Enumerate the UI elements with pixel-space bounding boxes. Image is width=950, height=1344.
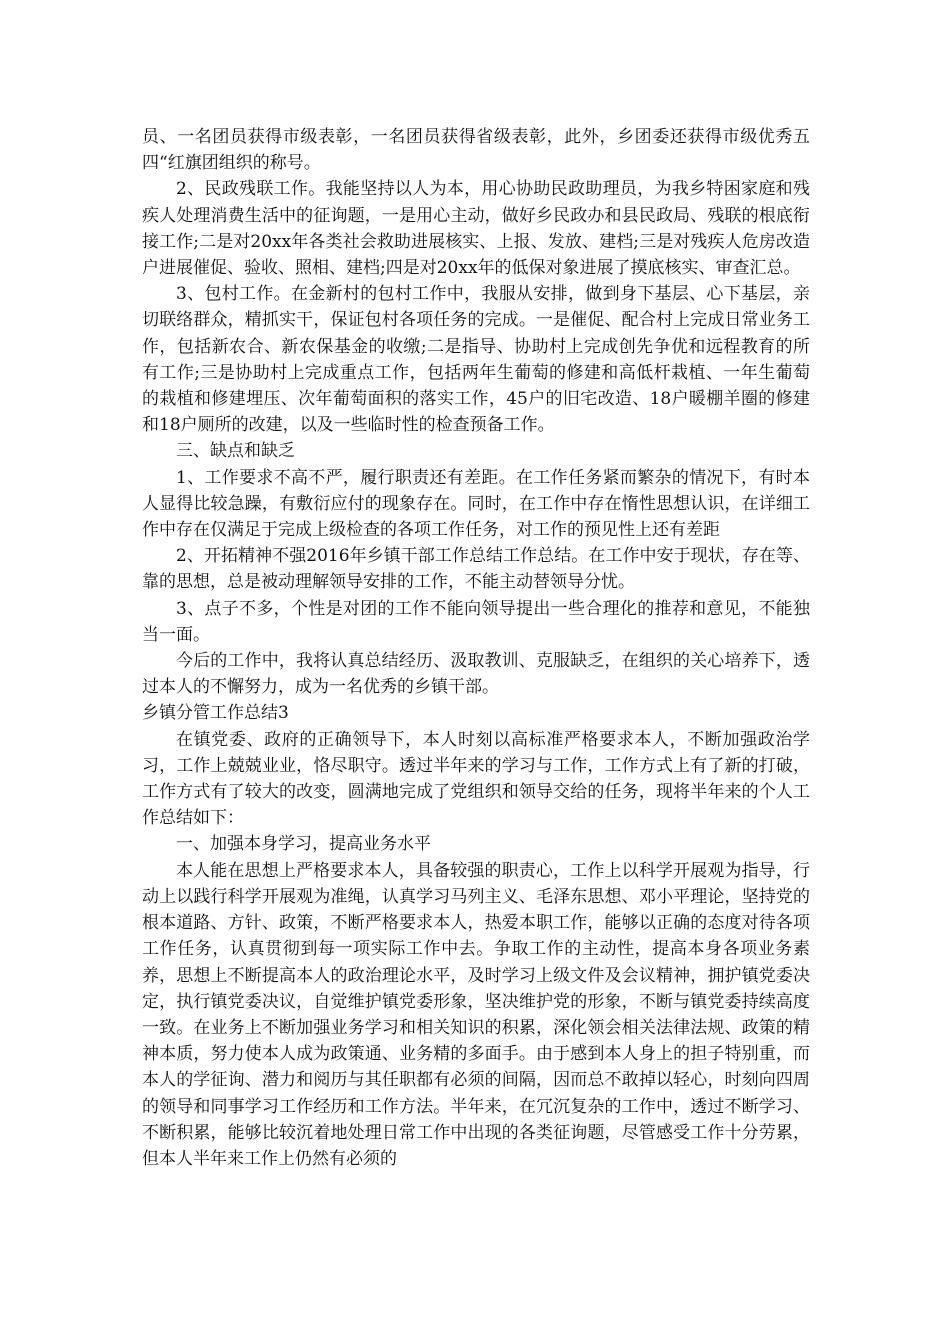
paragraph-3: 3、包村工作。在金新村的包村工作中，我服从安排，做到身下基层、心下基层，亲切联络群众，精抓实干，保证包村各项任务的完成。一是催促、配合村上完成日常业务工作，包括新农合、新农保基金的收缴;二是指导、协助村上完成创先争优和远程教育的所有工作;三是协助村上完成重点工作，包括两年生葡萄的修建和高低杆栽植、一年生葡萄的栽植和修建埋压、次年葡萄面积的落实工作，45户的旧宅改造、18户暖棚羊圈的修建和18户厕所的改建，以及一些临时性的检查预备工作。 (142, 284, 810, 436)
paragraph-1: 员、一名团员获得市级表彰，一名团员获得省级表彰，此外，乡团委还获得市级优秀五四“红旗团组织的称号。 (142, 127, 810, 174)
paragraph-2: 2、民政残联工作。我能坚持以人为本，用心协助民政助理员，为我乡特困家庭和残疾人处理消费生活中的征询题，一是用心主动，做好乡民政办和县民政局、残联的根底衔接工作;二是对20xx年各类社会救助进展核实、上报、发放、建档;三是对残疾人危房改造户进展催促、验收、照相、建档;四是对20xx年的低保对象进展了摸底核实、审查汇总。 (142, 179, 810, 279)
paragraph-4: 1、工作要求不高不严，履行职责还有差距。在工作任务紧而繁杂的情况下，有时本人显得比较急躁，有敷衍应付的现象存在。同时，在工作中存在惰性思想认识，在详细工作中存在仅满足于完成上级检查的各项工作任务，对工作的预见性上还有差距 (142, 467, 810, 541)
paragraph-8: 在镇党委、政府的正确领导下，本人时刻以高标准严格要求本人，不断加强政治学习，工作上兢兢业业，恪尽职守。透过半年来的学习与工作，工作方式上有了新的打破，工作方式有了较大的改变，圆满地完成了党组织和领导交给的任务，现将半年来的个人工作总结如下： (142, 729, 810, 829)
paragraph-7: 今后的工作中，我将认真总结经历、汲取教训、克服缺乏，在组织的关心培养下，透过本人的不懈努力，成为一名优秀的乡镇干部。 (142, 651, 810, 698)
paragraph-5: 2、开拓精神不强2016年乡镇干部工作总结工作总结。在工作中安于现状，存在等、靠的思想，总是被动理解领导安排的工作，不能主动替领导分忧。 (142, 546, 810, 593)
paragraph-9: 本人能在思想上严格要求本人，具备较强的职责心，工作上以科学开展观为指导，行动上以践行科学开展观为准绳，认真学习马列主义、毛泽东思想、邓小平理论，坚持党的根本道路、方针、政策，不断严格要求本人，热爱本职工作，能够以正确的态度对待各项工作任务，认真贯彻到每一项实际工作中去。争取工作的主动性，提高本身各项业务素养，思想上不断提高本人的政治理论水平，及时学习上级文件及会议精神，拥护镇党委决定，执行镇党委决议，自觉维护镇党委形象，坚决维护党的形象，不断与镇党委持续高度一致。在业务上不断加强业务学习和相关知识的积累，深化领会相关法律法规、政策的精神本质，努力使本人成为政策通、业务精的多面手。由于感到本人身上的担子特别重，而本人的学征询、潜力和阅历与其任职都有必须的间隔，因而总不敢掉以轻心，时刻向四周的领导和同事学习工作经历和工作方法。半年来，在冗沉复杂的工作中，透过不断学习、不断积累，能够比较沉着地处理日常工作中出现的各类征询题，尽管感受工作十分劳累，但本人半年来工作上仍然有必须的 (142, 860, 810, 1169)
paragraph-6: 3、点子不多，个性是对团的工作不能向领导提出一些合理化的推荐和意见，不能独当一面。 (142, 598, 810, 645)
document-body (142, 124, 810, 1172)
section-heading-shortcomings: 三、缺点和缺乏 (176, 441, 295, 462)
document-title-3: 乡镇分管工作总结3 (142, 703, 289, 724)
section-heading-study: 一、加强本身学习，提高业务水平 (176, 834, 431, 855)
